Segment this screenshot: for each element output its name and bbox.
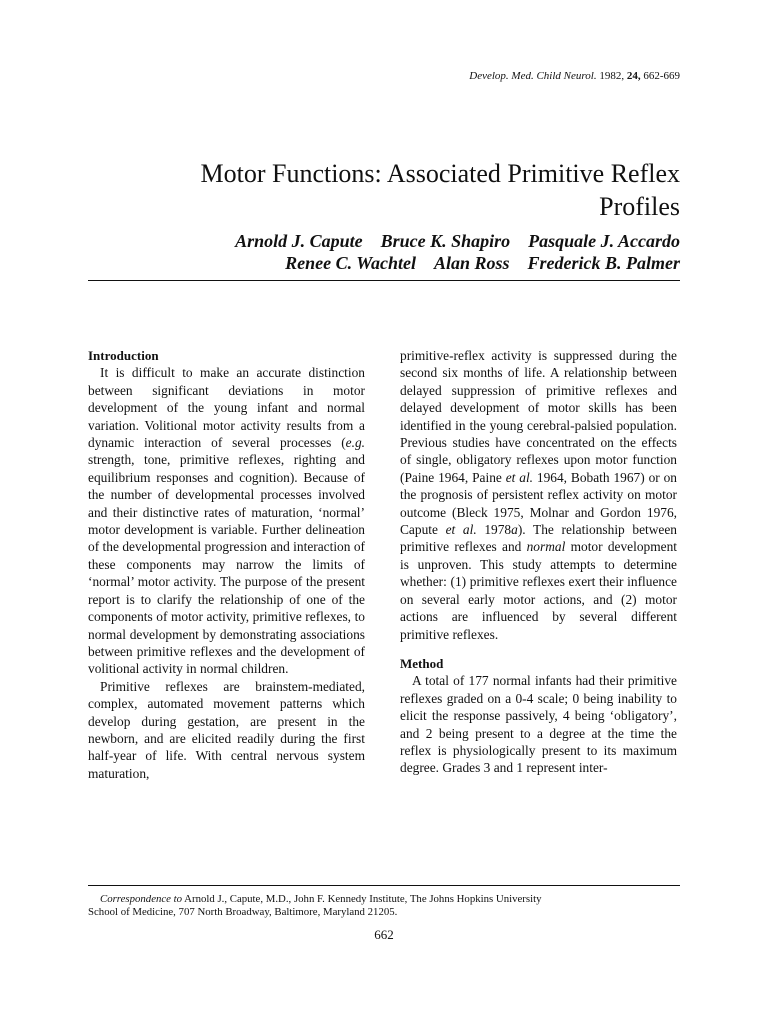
journal-pages: 662-669	[643, 70, 680, 82]
method-heading: Method	[400, 655, 444, 671]
body-text: 1964, Bobath 1967) or on the prognosis of persistent reflex activity on motor outcome (Bleck 1975, Molnar and Gordon 1976, Capute	[400, 469, 677, 538]
correspondence-footnote	[88, 893, 688, 919]
intro-paragraph-2: Primitive reflexes are brainstem-mediated, complex, automated movement patterns which develop during gestation, are present in the newborn, and are elicited readily during the first half-year of life. With central nervous system maturation,	[88, 678, 365, 781]
method-paragraph-1: A total of 177 normal infants had their primitive reflexes graded on a 0-4 scale; 0 being inability to elicit the response passively, 4 being ‘obligatory’, and 2 being present to a degree at the time the reflex is physiologically present to its maximum degree. Grades 3 and 1 represent inter-	[400, 673, 677, 776]
intro-paragraph-1	[88, 364, 365, 677]
author-row-2	[88, 252, 680, 274]
footnote-label: Correspondence to	[100, 893, 183, 905]
footnote-divider	[88, 885, 680, 886]
author-row-1	[88, 230, 680, 252]
citation-suffix: a	[511, 522, 518, 538]
left-column	[88, 347, 365, 782]
author-list	[88, 230, 680, 274]
page-number: 662	[374, 927, 394, 942]
emphasis-normal: normal	[526, 539, 566, 555]
body-text: ). The relationship between primitive reflexes and	[400, 522, 677, 555]
header-divider	[88, 280, 680, 281]
article-title	[88, 157, 680, 223]
intro-text: It is difficult to make an accurate distinction between significant deviations in motor development of the young infant and normal variation. Volitional motor activity results from a dynamic interaction of several processes (	[88, 365, 365, 451]
author-name: Frederick B. Palmer	[527, 253, 680, 273]
intro-eg: e.g.	[345, 435, 365, 451]
journal-citation	[469, 70, 680, 82]
et-al: et al.	[445, 522, 477, 538]
et-al: et al.	[505, 469, 534, 485]
author-name: Renee C. Wachtel	[285, 253, 416, 273]
journal-volume: 24,	[626, 70, 641, 82]
body-text: motor development is unproven. This study attempts to determine whether: (1) primitive reflexes exert their influence on several early motor actions, and (2) motor actions are influenced by several different primitive reflexes.	[400, 539, 677, 642]
title-line-1: Motor Functions: Associated Primitive Reflex	[200, 159, 680, 188]
footnote-line-1	[88, 893, 688, 906]
intro-text: strength, tone, primitive reflexes, righting and equilibrium responses and cognition). Because of the number of developmental processes involved and their distinctive rates of maturation, ‘normal’ motor development is variable. Further delineation of the developmental progression and interaction of these components may narrow the limits of ‘normal’ motor activity. The purpose of the present report is to clarify the relationship of one of the components of motor activity, primitive reflexes, to normal development by demonstrating associations between primitive reflexes and the development of volitional activity in normal children.	[88, 452, 365, 677]
footnote-text: Arnold J., Capute, M.D., John F. Kennedy Institute, The Johns Hopkins University	[182, 893, 542, 905]
intro-continuation	[400, 347, 677, 643]
right-column	[400, 347, 677, 777]
author-name: Pasquale J. Accardo	[528, 231, 680, 251]
journal-name: Develop. Med. Child Neurol.	[469, 70, 597, 82]
journal-year: 1982,	[599, 70, 625, 82]
body-text: 1978	[476, 522, 512, 538]
author-name: Alan Ross	[433, 253, 510, 273]
introduction-heading: Introduction	[88, 348, 159, 363]
author-name: Arnold J. Capute	[235, 231, 363, 251]
footnote-line-2: School of Medicine, 707 North Broadway, Baltimore, Maryland 21205.	[88, 906, 398, 918]
title-line-2: Profiles	[599, 192, 680, 221]
body-text: primitive-reflex activity is suppressed during the second six months of life. A relationship between delayed suppression of primitive reflexes and delayed development of motor skills has been identified in the young cerebral-palsied population. Previous studies have concentrated on the effects of single, obligatory reflexes upon motor function (Paine 1964, Paine	[400, 348, 677, 485]
author-name: Bruce K. Shapiro	[380, 231, 511, 251]
